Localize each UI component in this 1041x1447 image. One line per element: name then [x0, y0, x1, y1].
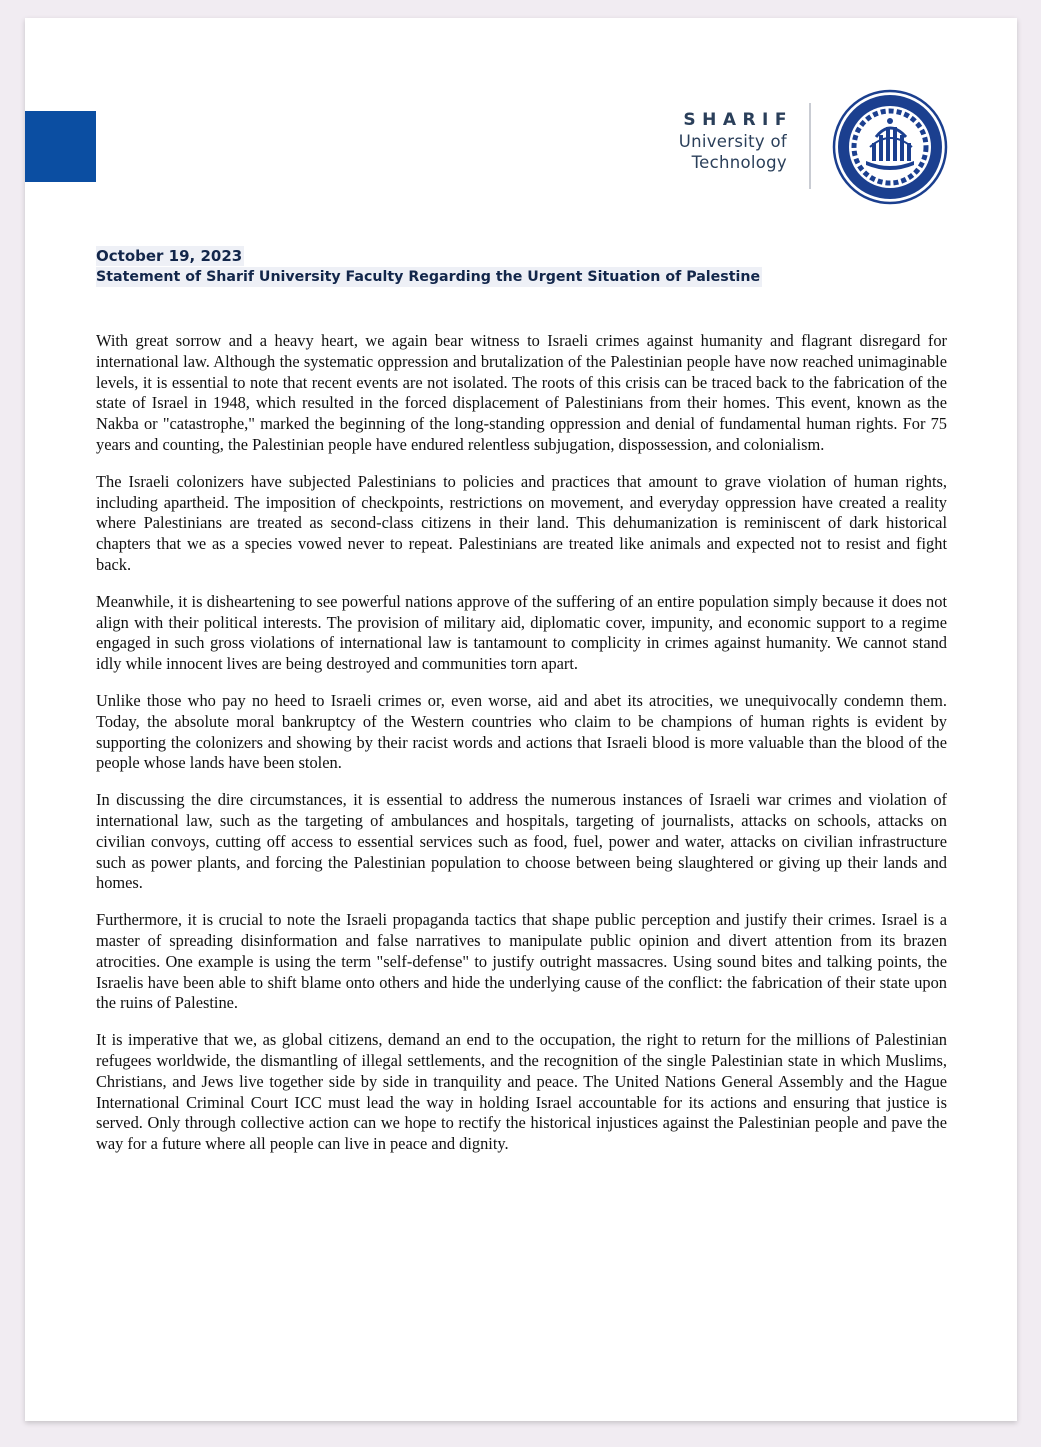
- sharif-university-seal-icon: [832, 89, 948, 205]
- paragraph-4: Unlike those who pay no heed to Israeli crimes or, even worse, aid and abet its atrocities, we unequivocally condemn them. Today, the absolute moral bankruptcy of the Western countries who claim to be champions of human rights is evident by supporting the colonizers and showing by their racist words and actions that Israeli blood is more valuable than the blood of the people whose lands have been stolen.: [96, 690, 947, 773]
- brand-line-1: University of: [678, 132, 787, 151]
- paragraph-5: In discussing the dire circumstances, it is essential to address the numerous instances of Israeli war crimes and violation of international law, such as the targeting of ambulances and hospitals, targeting of journalists, attacks on schools, attacks on civilian convoys, cutting off access to essential services such as food, fuel, power and water, attacks on civilian infrastructure such as power plants, and forcing the Palestinian population to choose between being slaughtered or giving up their lands and homes.: [96, 790, 947, 893]
- header-divider: [809, 103, 811, 189]
- brand-line-2: Technology: [691, 153, 787, 172]
- paragraph-7: It is imperative that we, as global citizens, demand an end to the occupation, the right to return for the millions of Palestinian refugees worldwide, the dismantling of illegal settlements, and the recognition of the single Palestinian state in which Muslims, Christians, and Jews live together side by side in tranquility and peace. The United Nations General Assembly and the Hague International Criminal Court ICC must lead the way in holding Israel accountable for its actions and ensuring that justice is served. Only through collective action can we hope to rectify the historical injustices against the Palestinian people and pave the way for a future where all people can live in peace and dignity.: [96, 1030, 947, 1154]
- accent-block: [25, 111, 96, 182]
- paragraph-6: Furthermore, it is crucial to note the Israeli propaganda tactics that shape public perception and justify their crimes. Israel is a master of spreading disinformation and false narratives to manipulate public opinion and divert attention from its brazen atrocities. One example is using the term "self-defense" to justify outright massacres. Using sound bites and talking points, the Israelis have been able to shift blame onto others and hide the underlying cause of the conflict: the fabrication of their state upon the ruins of Palestine.: [96, 910, 947, 1013]
- statement-body: [96, 331, 947, 1171]
- document-page: [25, 18, 1017, 1421]
- document-date: October 19, 2023: [96, 247, 243, 265]
- paragraph-1: With great sorrow and a heavy heart, we again bear witness to Israeli crimes against humanity and flagrant disregard for international law. Although the systematic oppression and brutalization of the Palestinian people have now reached unimaginable levels, it is essential to note that recent events are not isolated. The roots of this crisis can be traced back to the fabrication of the state of Israel in 1948, which resulted in the forced displacement of Palestinians from their homes. This event, known as the Nakba or "catastrophe," marked the beginning of the long-standing oppression and denial of fundamental human rights. For 75 years and counting, the Palestinian people have endured relentless subjugation, dispossession, and colonialism.: [96, 331, 947, 454]
- university-wordmark: [671, 109, 793, 173]
- paragraph-2: The Israeli colonizers have subjected Palestinians to policies and practices that amount to grave violation of human rights, including apartheid. The imposition of checkpoints, restrictions on movement, and everyday oppression have created a reality where Palestinians are treated as second-class citizens in their land. This dehumanization is reminiscent of dark historical chapters that we as a species vowed never to repeat. Palestinians are treated like animals and expected not to resist and fight back.: [96, 471, 947, 574]
- document-heading: [96, 246, 946, 287]
- brand-name: SHARIF: [683, 110, 793, 130]
- document-title: Statement of Sharif University Faculty Regarding the Urgent Situation of Palestine: [96, 269, 761, 285]
- paragraph-3: Meanwhile, it is disheartening to see powerful nations approve of the suffering of an entire population simply because it does not align with their political interests. The provision of military aid, diplomatic cover, impunity, and economic support to a regime engaged in such gross violations of international law is tantamount to complicity in crimes against humanity. We cannot stand idly while innocent lives are being destroyed and communities torn apart.: [96, 591, 947, 674]
